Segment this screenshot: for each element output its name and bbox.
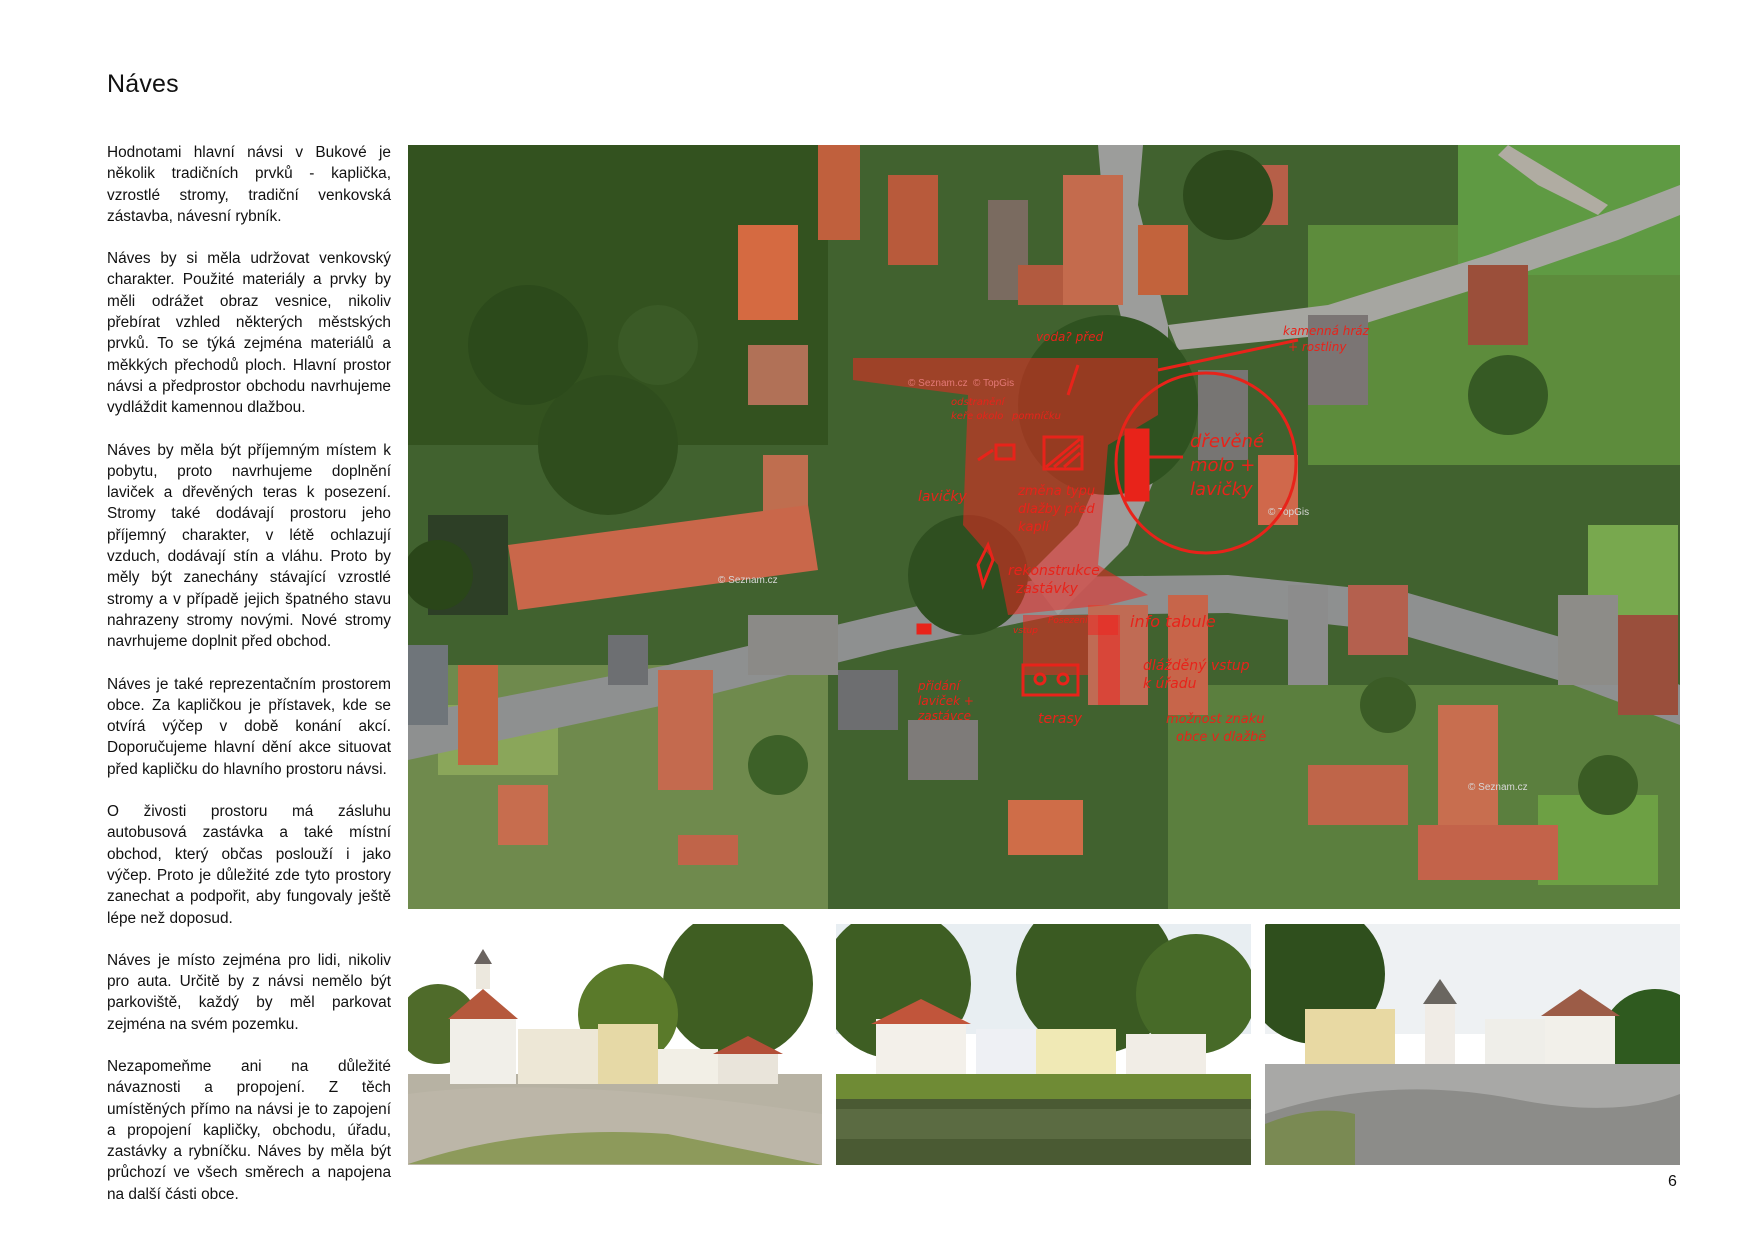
annotation-pridani-2: laviček + [918,694,974,708]
page-number: 6 [1668,1173,1677,1190]
annotation-voda: voda? před [1036,330,1104,344]
paragraph-liveliness: O živosti prostoru má zásluhu autobusová zastávka a také místní obchod, který občas poslouží i jako výčep. Proto je důležité zde tyto prostory zanechat a podpořit, aby fungovaly ještě lépe než doposud. [107,803,391,927]
annotation-pomnicku: pomníčku [1012,411,1061,422]
paragraph-values: Hodnotami hlavní návsi v Bukové je několik tradičních prvků - kaplička, vzrostlé stromy, tradiční venkovská zástavba, návesní rybník. [107,144,391,225]
annotation-molo-3: lavičky [1190,479,1253,500]
paragraph-stay: Náves by měla být příjemným místem k pobytu, proto navrhujeme doplnění laviček a dřevěných teras k posezení. Stromy také dodávají prostoru jeho příjemný charakter, v létě ochlazují vzduch, dodávají stín a vláhu. Proto by měly být zanechány stávající vzrostlé stromy a v případě jejich špatného stavu nahrazeny stromy novými. Nové stromy navrhujeme doplnit před obchod. [107,441,391,651]
annotation-rostliny: + rostliny [1288,340,1347,354]
annotation-rekonstrukce-2: zastávky [1016,581,1078,597]
annotation-molo-2: molo + [1190,455,1256,476]
annotation-zmena-3: kaplí [1018,520,1049,535]
annotation-rekonstrukce-1: rekonstrukce [1008,563,1100,579]
annotation-dlazdeny-1: dlážděný vstup [1143,658,1250,674]
annotation-posezeni: Posezení [1048,616,1088,626]
annotation-znak-1: možnost znaku [1166,712,1265,727]
annotation-dlazdeny-2: k úřadu [1143,676,1197,692]
map-watermark: © TopGis [1268,507,1310,518]
annotation-lavicky: lavičky [918,489,967,505]
annotation-odstraneni: odstranění [951,397,1005,408]
annotation-zmena-1: změna typu [1018,484,1096,499]
paragraph-people: Náves je místo zejména pro lidi, nikoliv pro auta. Určitě by z návsi nemělo být parkoviště, každý by měl parkovat zejména na svém pozemku. [107,951,391,1033]
page-title: Náves [107,70,179,98]
annotation-zmena-2: dlažby před [1018,502,1095,517]
annotation-kere: keře okolo [951,411,1004,422]
photo-pond [836,924,1251,1165]
annotation-terasy: terasy [1038,711,1083,727]
paragraph-character: Náves by si měla udržovat venkovský charakter. Použité materiály a prvky by měli odrážet obraz vesnice, nikoliv přebírat vzhled některých městských prvků. To se týká zejména materiálů a měkkých přechodů ploch. Hlavní prostor návsi a předprostor obchodu navrhujeme vydláždit kamennou dlažbou. [107,250,391,417]
aerial-map [408,145,1680,909]
annotation-znak-2: obce v dlažbě [1176,730,1267,745]
photo-chapel [408,924,822,1165]
paragraph-representation: Náves je také reprezentačním prostorem obce. Za kapličkou je přístavek, kde se otvírá výčep v době konání akcí. Doporučujeme hlavní dění akce situovat před kapličku do hlavního prostoru návsi. [107,675,391,778]
map-watermark: © Seznam.cz [718,575,778,586]
paragraph-connections: Nezapomeňme ani na důležité návaznosti a propojení. Z těch umístěných přímo na návsi je to zapojení a propojení kapličky, obchodu, úřadu, zastávky a rybníčku. Náves by měla být průchozí ve všech směrech a napojena na další části obce. [107,1057,391,1203]
map-watermark: © Seznam.cz [1468,782,1528,793]
annotation-hraz: kamenná hráz [1283,324,1369,338]
annotation-pridani-1: přidání [918,679,960,693]
annotation-molo-1: dřevěné [1190,431,1265,452]
annotation-info: info tabule [1130,612,1216,631]
annotation-pridani-3: zastávce [918,709,972,723]
description-column [107,142,391,1226]
photo-street [1265,924,1680,1165]
annotation-vstup: vstup [1013,626,1038,636]
